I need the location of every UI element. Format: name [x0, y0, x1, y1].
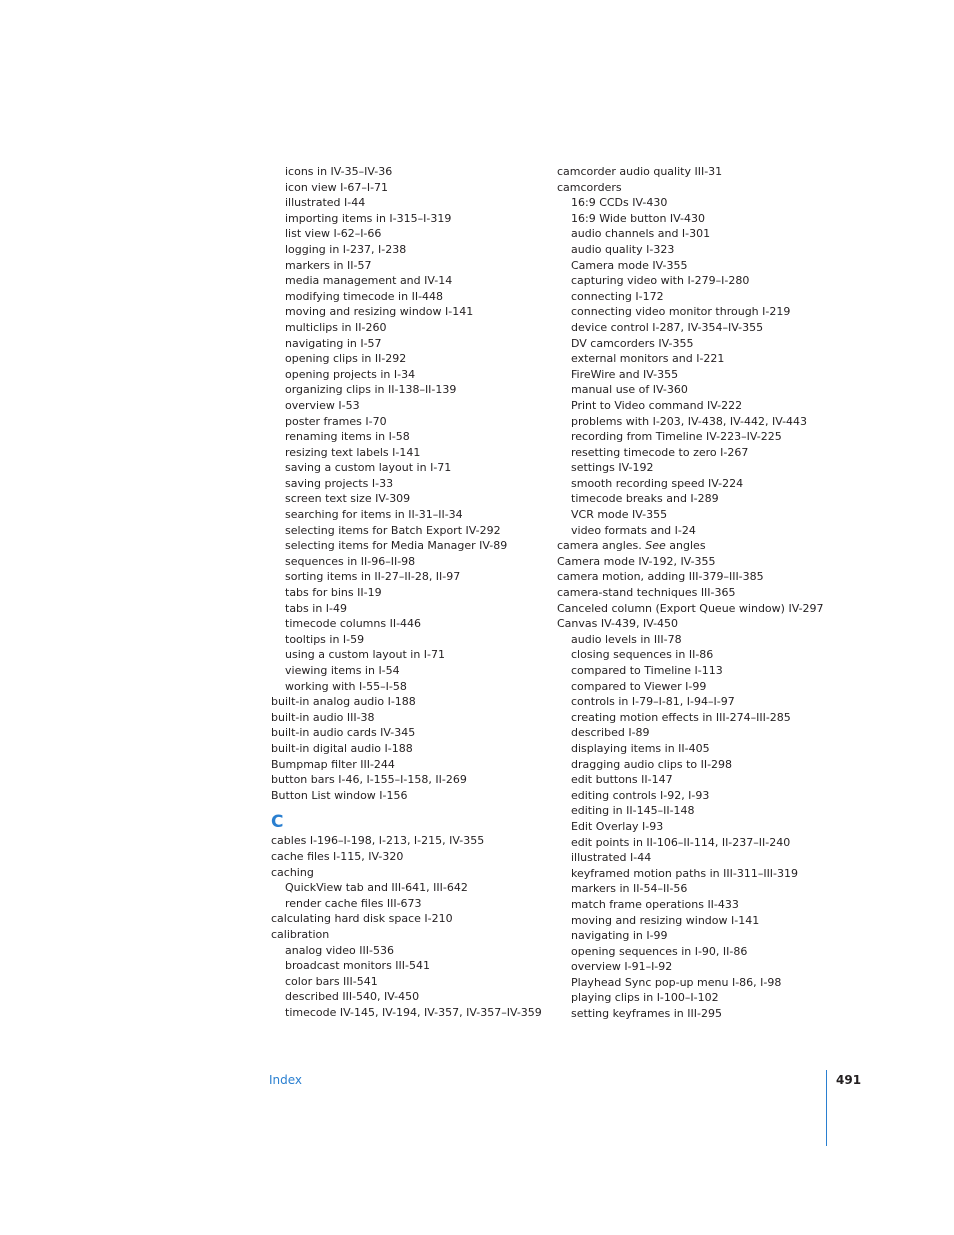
index-subentry: render cache files III-673 — [285, 896, 422, 910]
index-subentry: selecting items for Media Manager IV-89 — [285, 539, 508, 553]
index-entry: camera angles. See angles — [557, 539, 706, 553]
index-subentry: timecode columns II-446 — [285, 617, 422, 631]
index-subentry: sorting items in II-27–II-28, II-97 — [285, 570, 461, 584]
index-subentry: using a custom layout in I-71 — [285, 648, 446, 662]
index-letter-heading: C — [271, 812, 284, 833]
index-entry: camera-stand techniques III-365 — [557, 586, 736, 600]
index-subentry: tooltips in I-59 — [285, 632, 365, 646]
index-entry: cables I-196–I-198, I-213, I-215, IV-355 — [271, 834, 485, 848]
index-subentry: navigating in I-57 — [285, 336, 382, 350]
index-subentry: Playhead Sync pop-up menu I-86, I-98 — [571, 975, 782, 989]
index-subentry: described III-540, IV-450 — [285, 990, 420, 1004]
index-subentry: opening projects in I-34 — [285, 367, 416, 381]
index-subentry: audio levels in III-78 — [571, 632, 682, 646]
index-subentry: Camera mode IV-355 — [571, 258, 688, 272]
index-subentry: keyframed motion paths in III-311–III-319 — [571, 866, 799, 880]
index-subentry: logging in I-237, I-238 — [285, 242, 407, 256]
index-subentry: opening clips in II-292 — [285, 352, 407, 366]
index-subentry: illustrated I-44 — [571, 851, 652, 865]
index-entry: built-in audio III-38 — [271, 710, 375, 724]
index-subentry: compared to Viewer I-99 — [571, 679, 707, 693]
index-column-left — [271, 164, 551, 1020]
index-subentry: analog video III-536 — [285, 943, 394, 957]
index-subentry: importing items in I-315–I-319 — [285, 211, 452, 225]
index-subentry: controls in I-79–I-81, I-94–I-97 — [571, 695, 735, 709]
index-subentry: markers in II-57 — [285, 258, 372, 272]
index-subentry: modifying timecode in II-448 — [285, 289, 444, 303]
index-entry: Canvas IV-439, IV-450 — [557, 617, 679, 631]
index-subentry: navigating in I-99 — [571, 929, 668, 943]
index-subentry: overview I-53 — [285, 398, 360, 412]
index-subentry: markers in II-54–II-56 — [571, 882, 688, 896]
index-subentry: moving and resizing window I-141 — [285, 305, 474, 319]
index-subentry: list view I-62–I-66 — [285, 227, 382, 241]
index-subentry: Edit Overlay I-93 — [571, 819, 664, 833]
index-entry: button bars I-46, I-155–I-158, II-269 — [271, 773, 467, 787]
index-subentry: resetting timecode to zero I-267 — [571, 445, 749, 459]
index-subentry: selecting items for Batch Export IV-292 — [285, 523, 501, 537]
index-subentry: editing controls I-92, I-93 — [571, 788, 710, 802]
index-subentry: color bars III-541 — [285, 974, 378, 988]
index-subentry: media management and IV-14 — [285, 274, 453, 288]
index-subentry: dragging audio clips to II-298 — [571, 757, 733, 771]
index-subentry: renaming items in I-58 — [285, 430, 410, 444]
index-subentry: setting keyframes in III-295 — [571, 1007, 722, 1021]
index-entry: caching — [271, 865, 314, 879]
index-column-right — [557, 164, 824, 1022]
index-subentry: opening sequences in I-90, II-86 — [571, 944, 748, 958]
index-subentry: playing clips in I-100–I-102 — [571, 991, 719, 1005]
index-subentry: connecting I-172 — [571, 289, 664, 303]
index-entry: Bumpmap filter III-244 — [271, 757, 395, 771]
index-entry: calibration — [271, 927, 330, 941]
index-subentry: icons in IV-35–IV-36 — [285, 165, 393, 178]
index-subentry: sequences in II-96–II-98 — [285, 554, 416, 568]
index-subentry: audio quality I-323 — [571, 242, 675, 256]
index-entry: camcorder audio quality III-31 — [557, 165, 723, 178]
index-subentry: saving projects I-33 — [285, 476, 394, 490]
index-subentry: broadcast monitors III-541 — [285, 959, 431, 973]
index-subentry: overview I-91–I-92 — [571, 960, 673, 974]
index-subentry: organizing clips in II-138–II-139 — [285, 383, 457, 397]
index-subentry: Print to Video command IV-222 — [571, 398, 743, 412]
index-subentry: external monitors and I-221 — [571, 352, 725, 366]
footer-divider — [826, 1070, 827, 1146]
index-entry: built-in audio cards IV-345 — [271, 726, 416, 740]
index-subentry: manual use of IV-360 — [571, 383, 688, 397]
index-entry: cache files I-115, IV-320 — [271, 849, 404, 863]
index-subentry: edit points in II-106–II-114, II-237–II-240 — [571, 835, 791, 849]
index-subentry: searching for items in II-31–II-34 — [285, 508, 463, 522]
index-subentry: connecting video monitor through I-219 — [571, 305, 791, 319]
index-subentry: editing in II-145–II-148 — [571, 804, 695, 818]
index-entry: camera motion, adding III-379–III-385 — [557, 570, 764, 584]
index-subentry: timecode breaks and I-289 — [571, 492, 719, 506]
index-subentry: 16:9 Wide button IV-430 — [571, 211, 706, 225]
index-entry: calculating hard disk space I-210 — [271, 912, 453, 926]
index-subentry: FireWire and IV-355 — [571, 367, 679, 381]
index-entry: built-in analog audio I-188 — [271, 695, 416, 709]
index-entry: Camera mode IV-192, IV-355 — [557, 554, 716, 568]
footer-section-label: Index — [269, 1073, 303, 1087]
index-subentry: timecode IV-145, IV-194, IV-357, IV-357–IV-359 — [285, 1005, 542, 1019]
index-subentry: match frame operations II-433 — [571, 897, 739, 911]
index-subentry: viewing items in I-54 — [285, 664, 400, 677]
index-subentry: edit buttons II-147 — [571, 773, 673, 787]
index-entry: Button List window I-156 — [271, 788, 408, 802]
index-subentry: audio channels and I-301 — [571, 227, 711, 241]
index-subentry: displaying items in II-405 — [571, 741, 710, 755]
index-subentry: settings IV-192 — [571, 461, 654, 475]
index-subentry: device control I-287, IV-354–IV-355 — [571, 320, 764, 334]
index-subentry: compared to Timeline I-113 — [571, 664, 723, 677]
index-subentry: described I-89 — [571, 726, 650, 740]
index-subentry: multiclips in II-260 — [285, 320, 387, 334]
index-subentry: screen text size IV-309 — [285, 492, 411, 506]
page-number: 491 — [836, 1073, 862, 1087]
index-subentry: smooth recording speed IV-224 — [571, 476, 744, 490]
index-subentry: poster frames I-70 — [285, 414, 387, 428]
index-subentry: tabs for bins II-19 — [285, 586, 382, 600]
index-entry: built-in digital audio I-188 — [271, 741, 413, 755]
index-subentry: icon view I-67–I-71 — [285, 180, 389, 194]
index-subentry: creating motion effects in III-274–III-285 — [571, 710, 791, 724]
index-subentry: illustrated I-44 — [285, 196, 366, 210]
index-subentry: QuickView tab and III-641, III-642 — [285, 881, 468, 895]
index-subentry: VCR mode IV-355 — [571, 508, 668, 522]
index-subentry: video formats and I-24 — [571, 523, 696, 537]
index-subentry: tabs in I-49 — [285, 601, 347, 615]
index-subentry: saving a custom layout in I-71 — [285, 461, 452, 475]
index-subentry: recording from Timeline IV-223–IV-225 — [571, 430, 782, 444]
index-subentry: moving and resizing window I-141 — [571, 913, 760, 927]
index-subentry: capturing video with I-279–I-280 — [571, 274, 750, 288]
index-entry: Canceled column (Export Queue window) IV-297 — [557, 601, 824, 615]
index-subentry: closing sequences in II-86 — [571, 648, 714, 662]
index-entry: camcorders — [557, 180, 622, 194]
index-subentry: DV camcorders IV-355 — [571, 336, 694, 350]
index-subentry: working with I-55–I-58 — [285, 679, 407, 693]
index-subentry: resizing text labels I-141 — [285, 445, 421, 459]
index-subentry: 16:9 CCDs IV-430 — [571, 196, 668, 210]
index-subentry: problems with I-203, IV-438, IV-442, IV-443 — [571, 414, 808, 428]
